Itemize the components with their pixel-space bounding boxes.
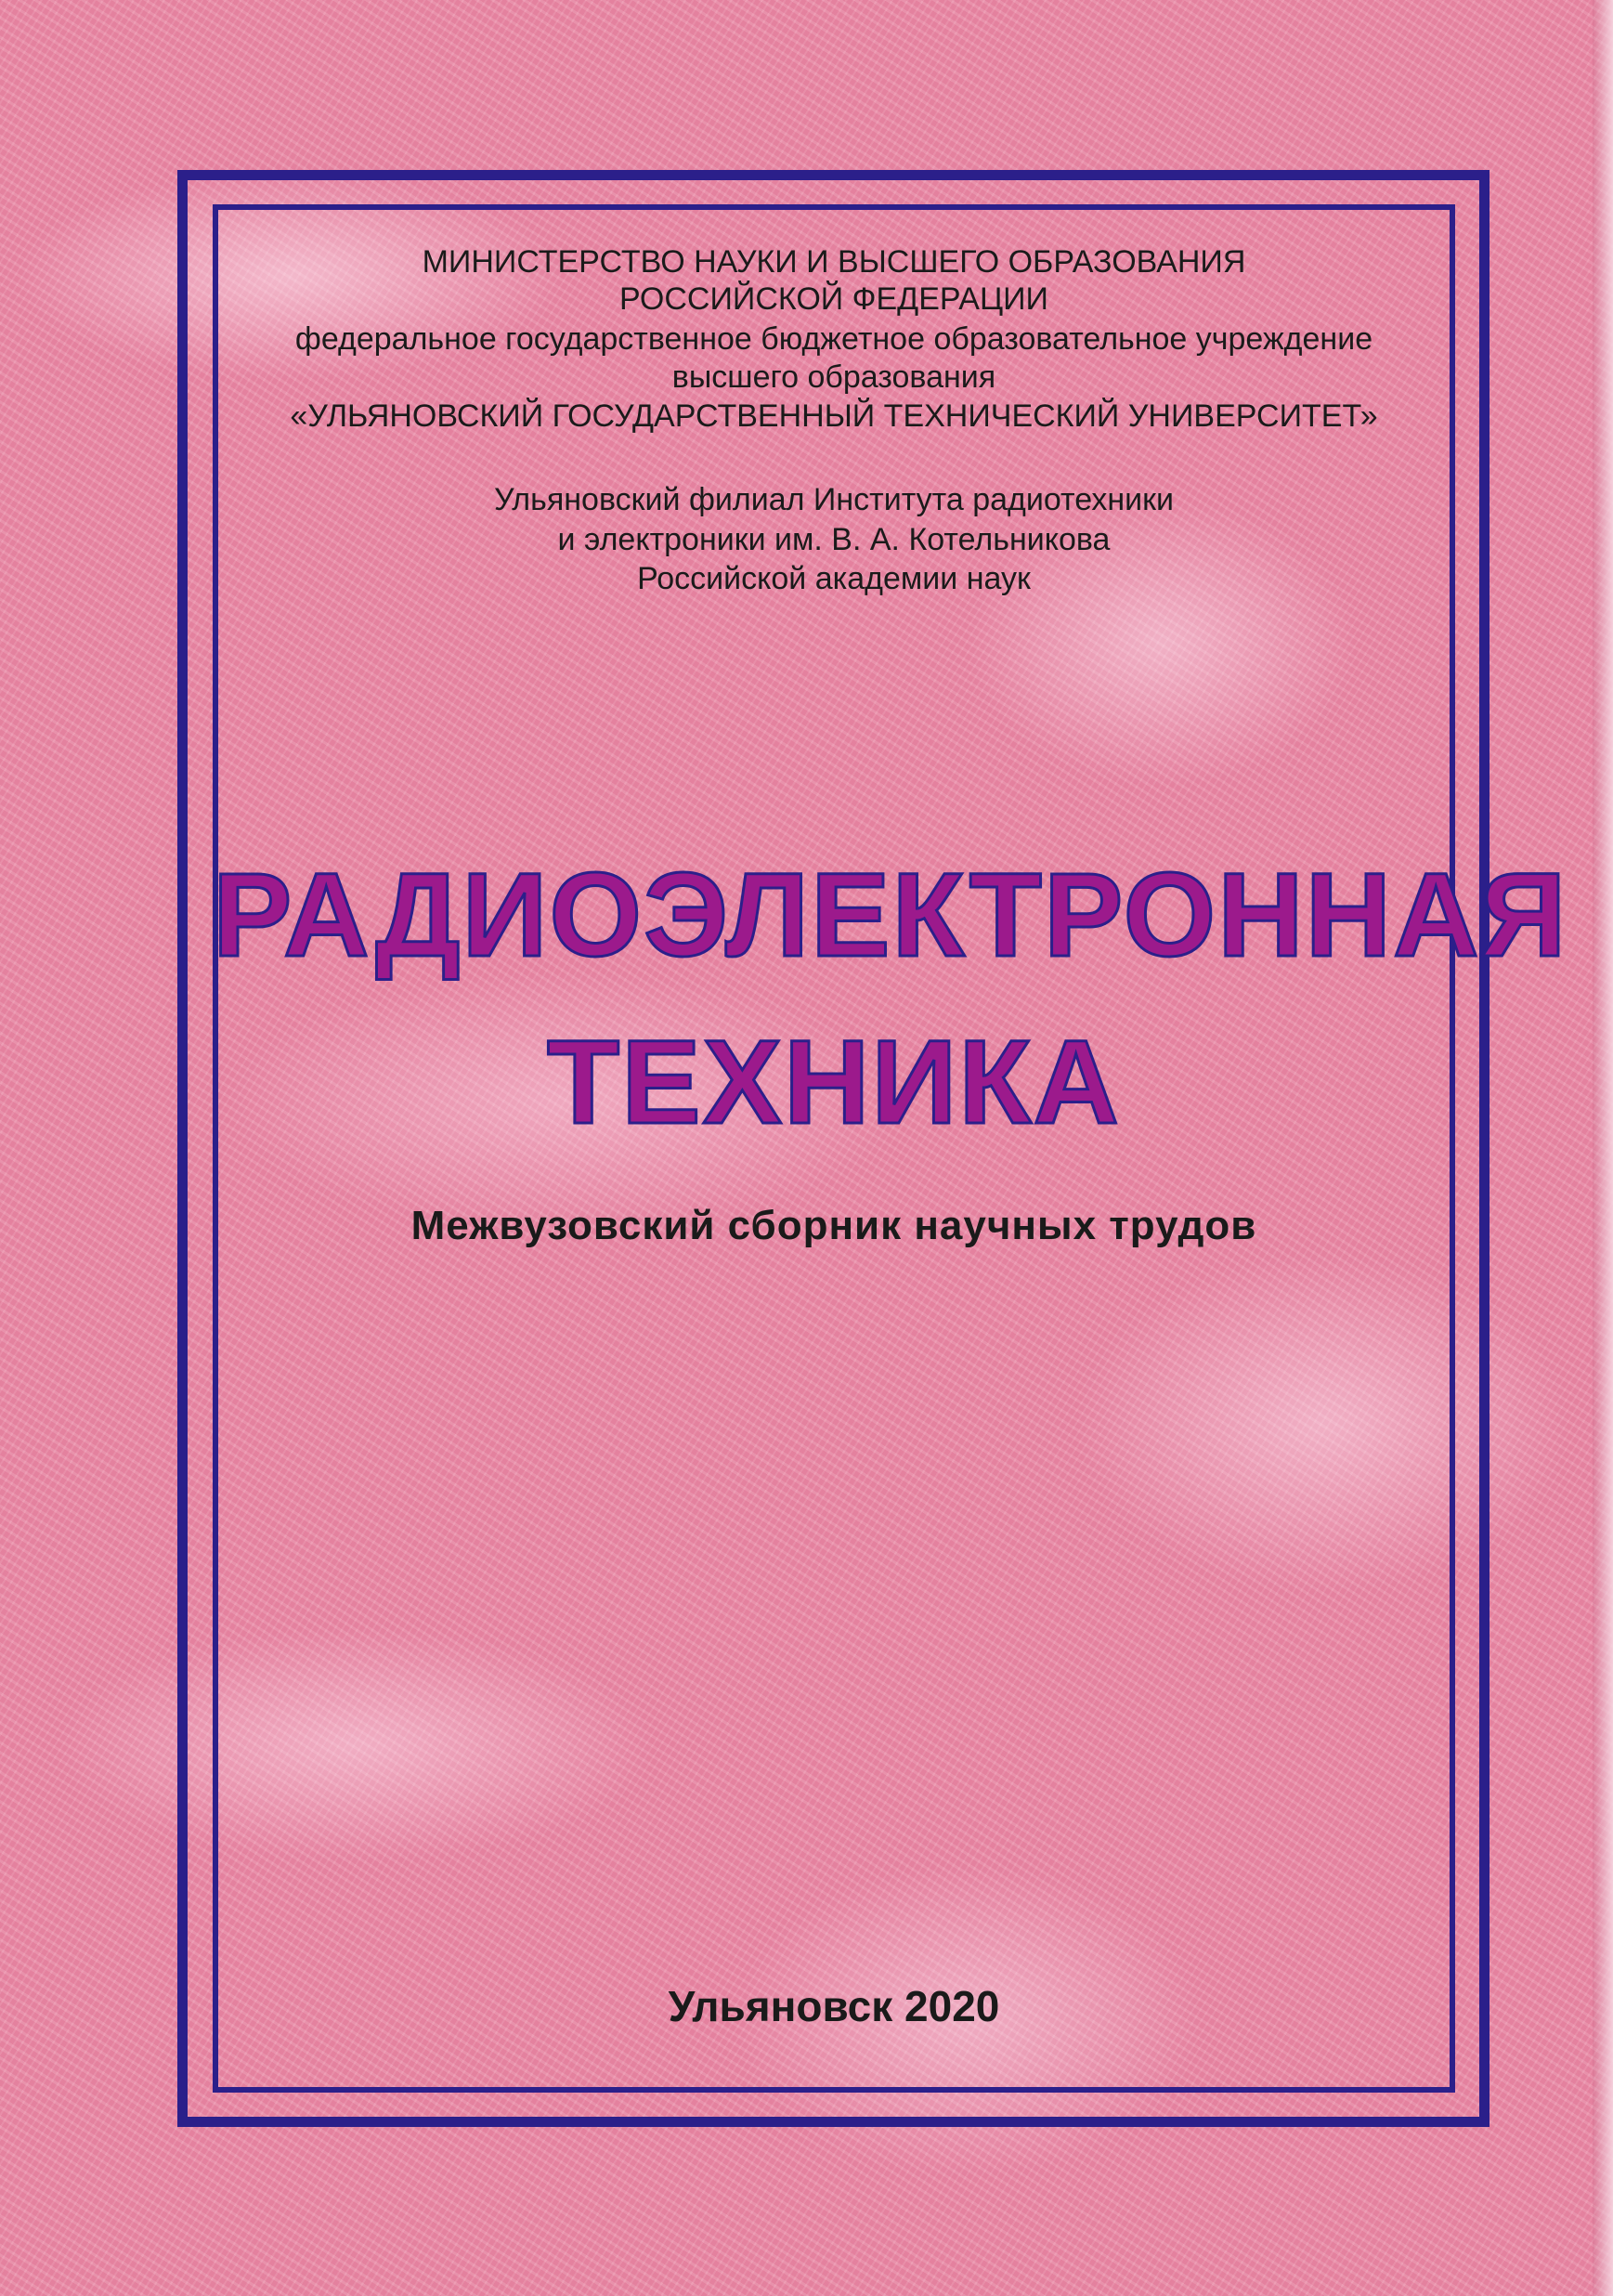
education-level-line: высшего образования xyxy=(671,359,996,395)
ministry-line-1: МИНИСТЕРСТВО НАУКИ И ВЫСШЕГО ОБРАЗОВАНИЯ xyxy=(422,244,1246,280)
institution-type-line: федеральное государственное бюджетное образовательное учреждение xyxy=(294,321,1373,357)
subtitle: Межвузовский сборник научных трудов xyxy=(410,1203,1257,1248)
university-name: «УЛЬЯНОВСКИЙ ГОСУДАРСТВЕННЫЙ ТЕХНИЧЕСКИЙ УНИВЕРСИТЕТ» xyxy=(290,398,1378,434)
city-year: Ульяновск 2020 xyxy=(668,1982,1000,2030)
affiliate-line-2: и электроники им. В. А. Котельникова xyxy=(557,522,1111,557)
page-edge xyxy=(1593,0,1613,2296)
ministry-line-2: РОССИЙСКОЙ ФЕДЕРАЦИИ xyxy=(618,281,1048,317)
affiliate-line-1: Ульяновский филиал Института радиотехники xyxy=(493,482,1175,517)
main-title-line-2: ТЕХНИКА xyxy=(547,1016,1121,1149)
main-title-line-1: РАДИОЭЛЕКТРОННАЯ xyxy=(213,849,1568,982)
affiliate-line-3: Российской академии наук xyxy=(637,561,1031,596)
